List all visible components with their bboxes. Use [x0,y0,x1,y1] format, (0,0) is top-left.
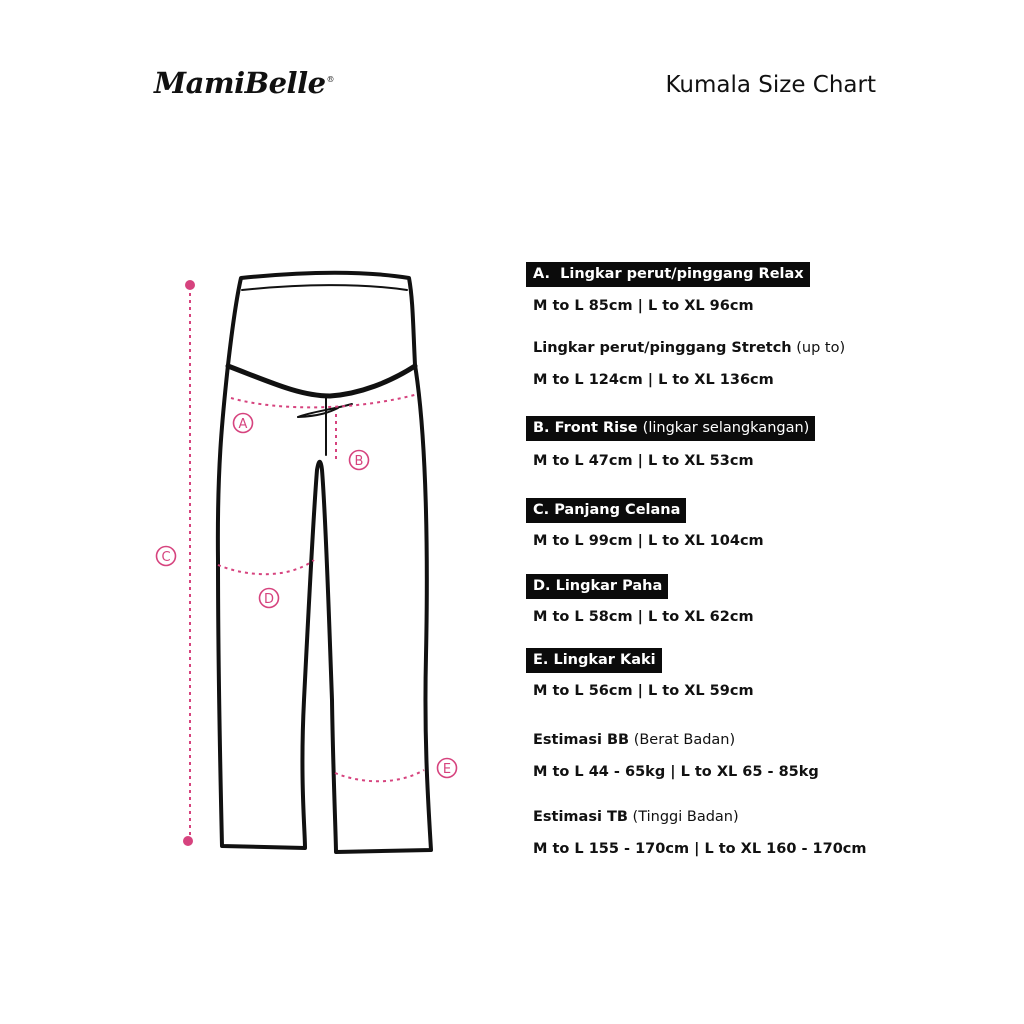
spec-bb-header [526,730,735,750]
spec-bb-note: (Berat Badan) [633,732,736,748]
spec-d-header [526,574,668,599]
pants-outline [218,273,431,852]
spec-stretch-header [526,338,845,358]
marker-e-label: E [442,762,452,777]
spec-a-header [526,262,810,287]
spec-a-prefix: A. [533,266,550,282]
spec-tb-header [526,807,739,827]
spec-c-title: C. Panjang Celana [526,498,686,523]
spec-tb-note: (Tinggi Badan) [632,809,739,825]
marker-c-label: C [161,550,171,565]
spec-stretch-note: (up to) [796,340,846,356]
spec-bb-title: Estimasi BB [533,732,630,748]
spec-c-value: M to L 99cm | L to XL 104cm [533,533,764,549]
spec-b-note: (lingkar selangkangan) [642,420,810,436]
spec-bb-value: M to L 44 - 65kg | L to XL 65 - 85kg [533,764,819,780]
spec-a-value: M to L 85cm | L to XL 96cm [533,298,754,314]
spec-e-value: M to L 56cm | L to XL 59cm [533,683,754,699]
marker-d-label: D [263,592,275,607]
spec-b-header [526,416,815,441]
spec-d-title: D. Lingkar Paha [526,574,668,599]
spec-stretch-title: Lingkar perut/pinggang Stretch [533,340,792,356]
waistband-detail [228,285,415,455]
marker-b-label: B [354,454,364,469]
marker-c [157,547,176,566]
length-bottom-dot [183,836,193,846]
measurement-guides [190,286,424,840]
spec-tb-value: M to L 155 - 170cm | L to XL 160 - 170cm [533,841,867,857]
registered-mark: ® [326,75,335,85]
spec-b-title: B. Front Rise [533,420,638,436]
hem-guide-e [335,770,424,781]
marker-b [350,451,369,470]
marker-d [260,589,279,608]
length-top-dot [185,280,195,290]
spec-a-title: Lingkar perut/pinggang Relax [560,266,804,282]
marker-e [438,759,457,778]
thigh-guide-d [218,560,314,574]
spec-e-title: E. Lingkar Kaki [526,648,662,673]
spec-stretch-value: M to L 124cm | L to XL 136cm [533,372,774,388]
spec-b-value: M to L 47cm | L to XL 53cm [533,453,754,469]
brand-name: MamiBelle [154,66,326,100]
marker-a [234,414,253,433]
spec-d-value: M to L 58cm | L to XL 62cm [533,609,754,625]
spec-tb-title: Estimasi TB [533,809,628,825]
page-title: Kumala Size Chart [665,72,876,98]
spec-c-header [526,498,686,523]
marker-a-label: A [238,417,248,432]
spec-e-header [526,648,662,673]
